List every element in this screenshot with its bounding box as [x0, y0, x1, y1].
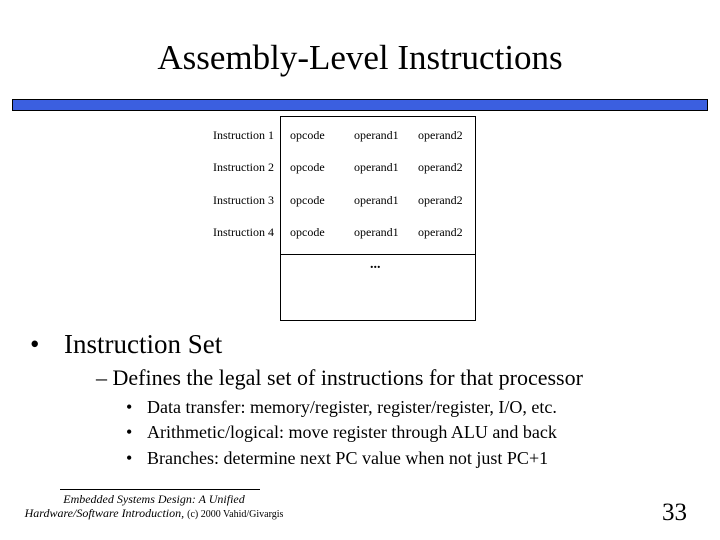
operand1-cell: operand1	[354, 128, 399, 142]
bullet-instruction-set	[30, 328, 222, 360]
operand1-cell: operand1	[354, 160, 399, 174]
memory-diagram	[280, 116, 476, 321]
footer-book-subtitle: Hardware/Software Introduction,	[24, 506, 185, 520]
instruction-label: Instruction 1	[213, 128, 274, 142]
operand2-cell: operand2	[418, 193, 463, 207]
operand2-cell: operand2	[418, 128, 463, 142]
operand1-cell: operand1	[354, 193, 399, 207]
bullet-arithmetic	[126, 421, 557, 443]
footer-rule	[60, 489, 260, 490]
bullet-data-transfer	[126, 396, 557, 418]
bullet-text: Data transfer: memory/register, register/register, I/O, etc.	[147, 397, 557, 417]
title-divider-bar	[12, 99, 708, 111]
memory-ellipsis: ...	[370, 257, 381, 272]
bullet-branches	[126, 447, 548, 469]
footer-citation	[14, 492, 294, 522]
footer-line-2	[14, 506, 294, 522]
instruction-label: Instruction 3	[213, 193, 274, 207]
operand2-cell: operand2	[418, 225, 463, 239]
bullet-dot-icon: •	[126, 397, 133, 417]
opcode-cell: opcode	[290, 128, 325, 142]
footer-copyright: (c) 2000 Vahid/Givargis	[187, 509, 284, 520]
instruction-label: Instruction 2	[213, 160, 274, 174]
bullet-dot-icon: •	[126, 448, 133, 468]
bullet-text: Instruction Set	[64, 329, 223, 359]
dash-icon: –	[96, 365, 107, 390]
operand1-cell: operand1	[354, 225, 399, 239]
bullet-text: Arithmetic/logical: move register through ALU and back	[147, 422, 557, 442]
opcode-cell: opcode	[290, 160, 325, 174]
page-number: 33	[662, 499, 687, 526]
opcode-cell: opcode	[290, 193, 325, 207]
bullet-text: Defines the legal set of instructions for that processor	[112, 365, 583, 390]
slide-title: Assembly-Level Instructions	[157, 38, 563, 77]
operand2-cell: operand2	[418, 160, 463, 174]
instruction-label: Instruction 4	[213, 225, 274, 239]
footer-line-1: Embedded Systems Design: A Unified	[63, 492, 245, 506]
bullet-dot-icon: •	[126, 422, 133, 442]
opcode-cell: opcode	[290, 225, 325, 239]
bullet-text: Branches: determine next PC value when not just PC+1	[147, 448, 549, 468]
bullet-defines	[96, 364, 583, 392]
bullet-dot-icon: •	[30, 329, 40, 359]
